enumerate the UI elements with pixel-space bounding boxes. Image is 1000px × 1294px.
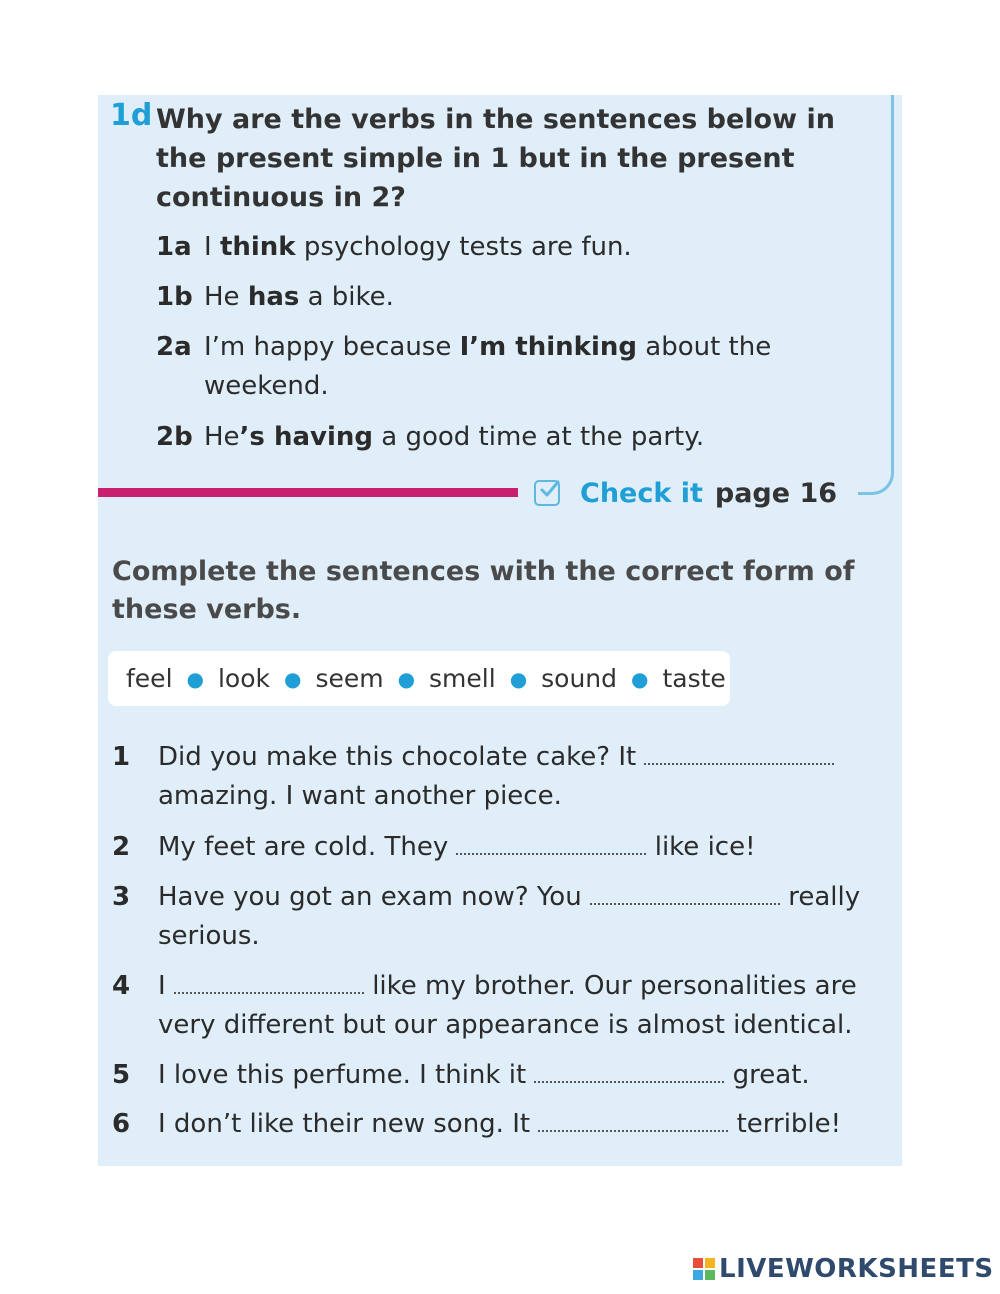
bullet-icon: ● bbox=[186, 666, 204, 691]
check-it-link[interactable] bbox=[534, 475, 837, 511]
answer-blank[interactable] bbox=[644, 739, 834, 765]
checkbox-icon bbox=[534, 480, 560, 506]
exercise-text: Did you make this chocolate cake? It bbox=[158, 742, 637, 772]
example-verb: ’s having bbox=[239, 422, 373, 452]
example-text: a bike. bbox=[299, 282, 394, 312]
bullet-icon: ● bbox=[283, 666, 302, 691]
example-verb: think bbox=[219, 232, 296, 262]
exercise-text: great. bbox=[724, 1060, 810, 1090]
example-text: about the weekend. bbox=[204, 332, 772, 401]
example-text: I’m happy because bbox=[204, 332, 460, 362]
exercise-text: My feet are cold. They bbox=[158, 832, 449, 862]
check-page-ref: page 16 bbox=[714, 477, 838, 509]
bullet-icon: ● bbox=[631, 666, 649, 691]
answer-blank[interactable] bbox=[174, 968, 364, 994]
exercise-number: 3 bbox=[112, 882, 131, 912]
answer-blank[interactable] bbox=[456, 829, 646, 855]
example-verb: I’m thinking bbox=[459, 332, 637, 362]
word-bank-item: feel bbox=[126, 664, 173, 693]
exercise-number: 5 bbox=[112, 1060, 131, 1090]
word-bank bbox=[108, 651, 730, 706]
section-divider bbox=[98, 488, 518, 497]
word-bank-item: taste bbox=[662, 664, 726, 693]
example-verb: has bbox=[247, 282, 300, 312]
example-text: psychology tests are fun. bbox=[295, 232, 632, 262]
check-it-label: Check it bbox=[580, 477, 703, 509]
exercise-text: really serious. bbox=[158, 882, 861, 951]
exercise-text: like ice! bbox=[646, 832, 756, 862]
example-text: He bbox=[204, 282, 248, 312]
example-text: I bbox=[204, 232, 220, 262]
question-text: Why are the verbs in the sentences below in the present simple in 1 but in the present continuous in 2? bbox=[156, 104, 835, 213]
exercise-text: I don’t like their new song. It bbox=[158, 1109, 531, 1139]
exercise-text: Have you got an exam now? You bbox=[158, 882, 582, 912]
exercise-text: I love this perfume. I think it bbox=[158, 1060, 527, 1090]
example-text: He bbox=[204, 422, 240, 452]
word-bank-item: sound bbox=[541, 664, 618, 693]
bullet-icon: ● bbox=[509, 666, 528, 691]
bullet-icon: ● bbox=[397, 666, 416, 691]
exercise-number: 1 bbox=[112, 742, 131, 772]
example-text: a good time at the party. bbox=[373, 422, 705, 452]
logo-text: LIVEWORKSHEETS bbox=[719, 1254, 994, 1284]
instruction: Complete the sentences with the correct form of these verbs. bbox=[112, 556, 855, 625]
answer-blank[interactable] bbox=[534, 1057, 724, 1083]
example-label: 1a bbox=[156, 232, 192, 262]
word-bank-item: smell bbox=[429, 664, 496, 693]
exercise-text: I bbox=[158, 971, 166, 1001]
example-row bbox=[156, 228, 632, 267]
example-row bbox=[156, 328, 772, 401]
exercise-number: 4 bbox=[112, 971, 131, 1001]
question-number: 1d bbox=[110, 98, 153, 133]
example-label: 1b bbox=[156, 282, 193, 312]
word-bank-item: look bbox=[217, 664, 270, 693]
logo-grid-icon bbox=[693, 1258, 715, 1280]
exercise-text: like my brother. Our personalities are very different but our appearance is almost identical. bbox=[158, 971, 857, 1040]
example-label: 2a bbox=[156, 332, 192, 362]
answer-blank[interactable] bbox=[590, 879, 780, 905]
bracket-decoration bbox=[858, 95, 894, 495]
exercise-text: terrible! bbox=[728, 1109, 842, 1139]
word-bank-item: seem bbox=[315, 664, 384, 693]
exercise-text: amazing. I want another piece. bbox=[158, 781, 562, 811]
example-row bbox=[156, 418, 705, 457]
example-label: 2b bbox=[156, 422, 193, 452]
example-row bbox=[156, 278, 394, 317]
liveworksheets-logo bbox=[693, 1254, 994, 1284]
exercise-number: 6 bbox=[112, 1109, 131, 1139]
exercise-number: 2 bbox=[112, 832, 131, 862]
answer-blank[interactable] bbox=[538, 1106, 728, 1132]
